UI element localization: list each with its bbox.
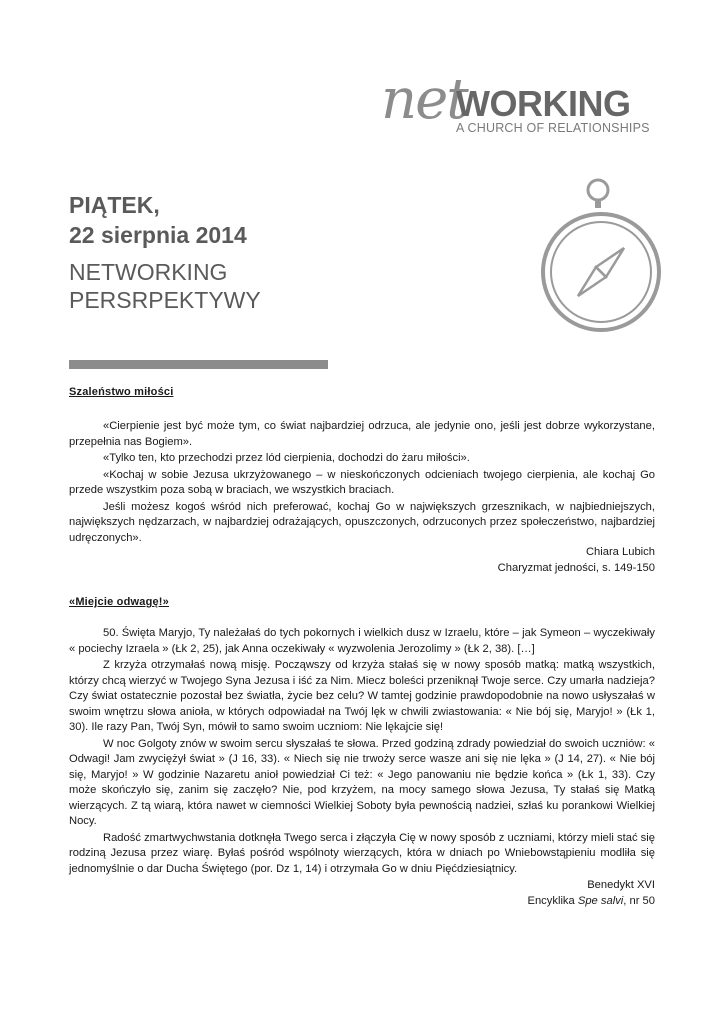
section-2-paragraph: 50. Święta Maryjo, Ty należałaś do tych pokornych i wielkich dusz w Izraelu, które – jak Symeon – wyczekiwały « pociechy Izraela » (Łk 2, 25), jak Anna oczekiwały « wyzwolenia Jerozolimy » (Łk 2, 38). […] — [69, 627, 655, 655]
page-subtitle — [69, 258, 261, 314]
section-2-title: «Miejcie odwagę!» — [69, 596, 169, 608]
compass-icon — [540, 176, 664, 336]
section-2-source — [528, 894, 656, 910]
logo-bold-text: WORKING — [456, 83, 631, 124]
section-2-heading — [69, 596, 169, 608]
section-1-paragraph: «Cierpienie jest być może tym, co świat najbardziej odrzuca, ale jedynie ono, jeśli jest dobrze wykorzystane, przepełnia nas Bogiem». — [69, 420, 655, 448]
title-rule-bar — [69, 360, 328, 369]
section-1-paragraph: Jeśli możesz kogoś wśród nich preferować, kochaj Go w największych grzesznikach, w najbiedniejszych, największych nędzarzach, w najbardziej odrażających, opuszczonych, odrzuconych przez społeczeństwo, najbardziej udręczonych». — [69, 500, 655, 544]
source-prefix: Encyklika — [527, 894, 575, 907]
section-1-body — [69, 419, 655, 547]
section-2-author: Benedykt XVI — [587, 879, 655, 891]
title-day: PIĄTEK, — [69, 192, 160, 218]
title-date: 22 sierpnia 2014 — [69, 222, 247, 248]
section-2-attribution — [528, 878, 656, 909]
source-suffix: , nr 50 — [623, 894, 655, 907]
section-2-body — [69, 626, 655, 878]
networking-logo — [375, 58, 665, 144]
logo-script-text: net — [381, 67, 467, 132]
section-1-attribution — [498, 545, 655, 576]
section-1-title: Szaleństwo miłości — [69, 386, 174, 398]
page-title — [69, 190, 247, 250]
logo-tagline: A CHURCH OF RELATIONSHIPS — [456, 121, 650, 135]
subtitle-line-1: NETWORKING — [69, 259, 228, 285]
source-title: Spe salvi — [577, 894, 624, 907]
section-1-source: Charyzmat jedności, s. 149-150 — [497, 561, 655, 574]
section-1-paragraph: «Tylko ten, kto przechodzi przez lód cierpienia, dochodzi do żaru miłości». — [103, 452, 470, 464]
section-1-paragraph: «Kochaj w sobie Jezusa ukrzyżowanego – w nieskończonych odcieniach twojego cierpienia, ale kochaj Go przede wszystkim poza sobą w braciach, we wszystkich braciach. — [69, 468, 655, 496]
section-2-paragraph: Radość zmartwychwstania dotknęła Twego serca i złączyła Cię w nowy sposób z uczniami, którzy mieli stać się rodziną Jezusa przez wiarę. Byłaś pośród wspólnoty wierzących, która w dniach po Wniebowstąpieniu modliła się jednomyślnie o dar Ducha Świętego (por. Dz 1, 14) i otrzymała Go w dniu Pięćdziesiątnicy. — [69, 831, 655, 875]
subtitle-line-2: PERSRPEKTYWY — [69, 287, 261, 313]
section-1-heading — [69, 386, 173, 398]
section-2-paragraph: Z krzyża otrzymałaś nową misję. Począwszy od krzyża stałaś się w nowy sposób matką: matką wszystkich, którzy chcą wierzyć w Twojego Syna Jezusa i iść za Nim. Miecz boleści przeniknął Twoje serce. Czy umarła nadzieja? Czy świat ostatecznie pozostał bez światła, życie bez celu? W tamtej godzinie prawdopodobnie na nowo usłyszałaś w swoim wnętrzu słowa anioła, w których odpowiadał na Twój lęk w chwili zwiastowania: « Nie bój się, Maryjo! » (Łk 1, 30). Ile razy Pan, Twój Syn, mówił to samo swoim uczniom: Nie lękajcie się! — [69, 659, 655, 733]
section-2-paragraph: W noc Golgoty znów w swoim sercu słyszałaś te słowa. Przed godziną zdrady powiedział do swoich uczniów: « Odwagi! Jam zwyciężył świat » (J 16, 33). « Niech się nie trwoży serce wasze ani się nie lęka » (J 14, 27). « Nie bój się, Maryjo! » W godzinie Nazaretu anioł powiedział Ci też: « Jego panowaniu nie będzie końca » (Łk 1, 33). Czy może skończyło się, zanim się zaczęło? Nie, pod krzyżem, na mocy samego słowa Jezusa, Ty stałaś się Matką wierzących. Z tą wiarą, która nawet w ciemności Wielkiej Soboty była pewnością nadziei, szłaś ku porankowi Wielkiej Nocy. — [69, 737, 655, 827]
section-1-author: Chiara Lubich — [585, 546, 655, 558]
